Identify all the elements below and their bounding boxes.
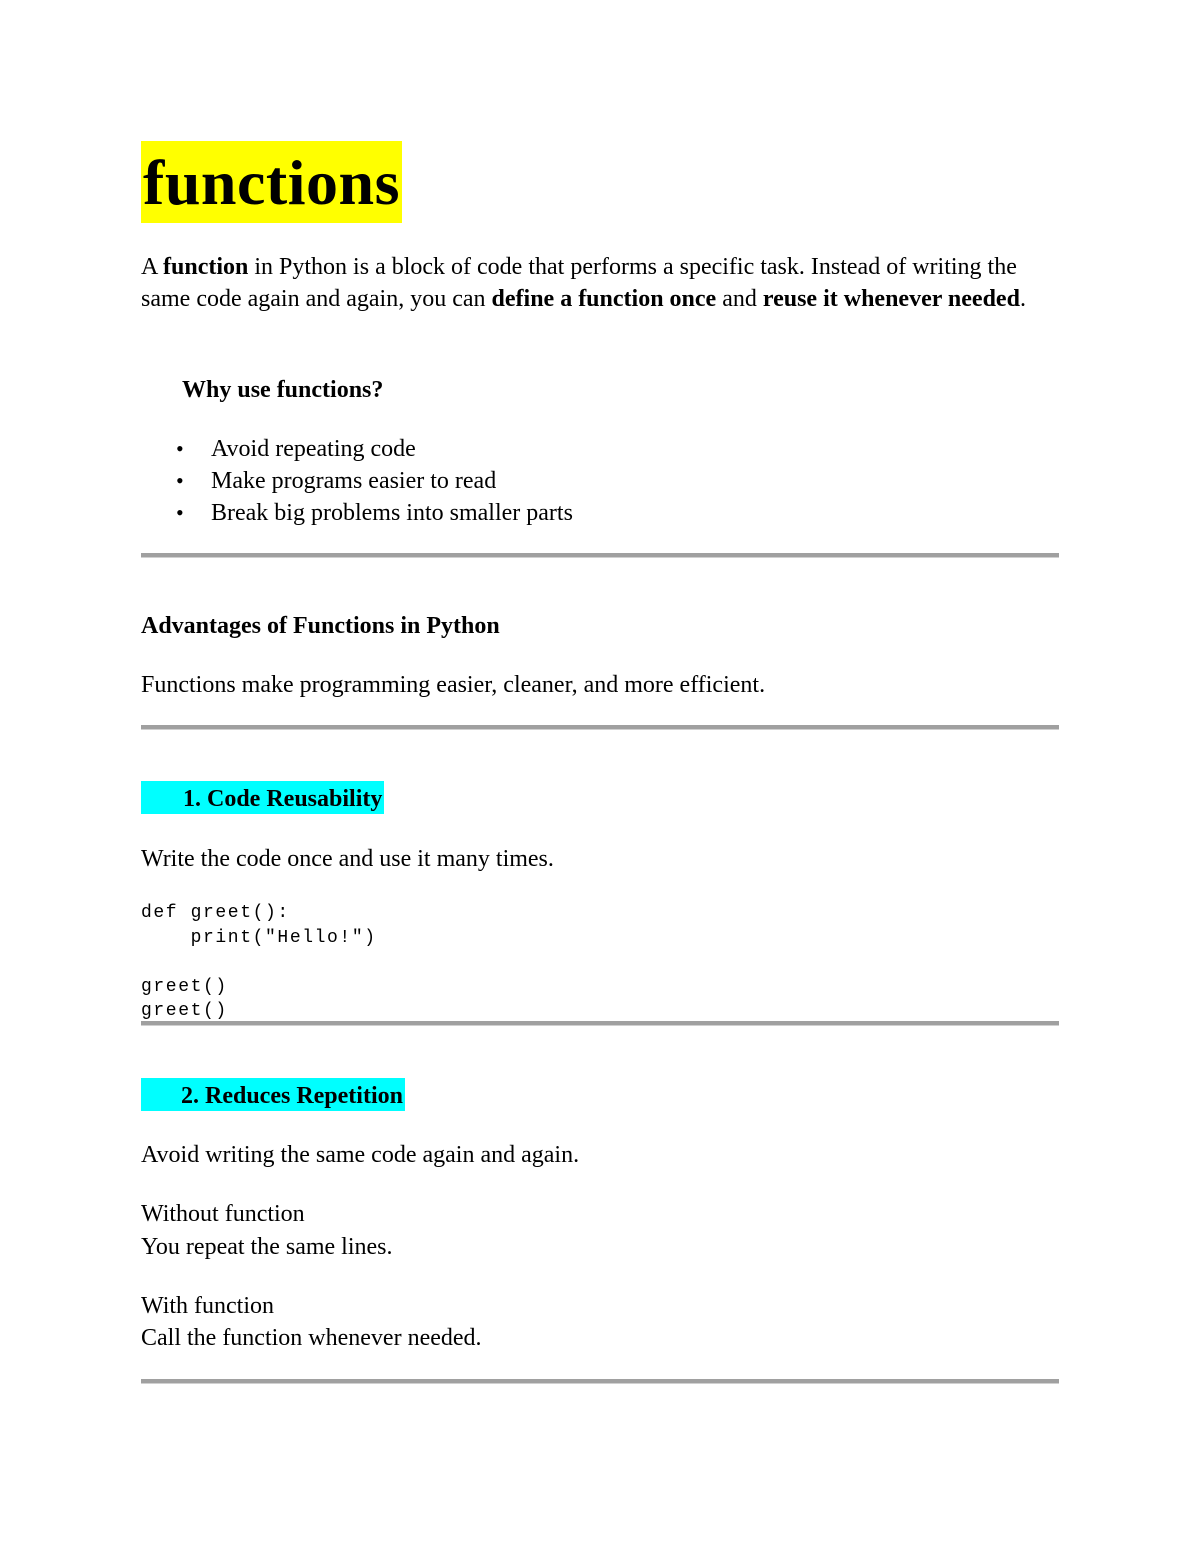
without-function-text: You repeat the same lines. — [141, 1234, 393, 1260]
why-list — [141, 433, 573, 529]
intro-text-3: and — [716, 286, 763, 312]
advantages-heading: Advantages of Functions in Python — [141, 613, 500, 639]
list-item — [141, 465, 573, 497]
intro-text-2: in Python is a block of code that performs a specific task. Instead of writing the same code again and again, you can — [141, 254, 1017, 312]
why-heading: Why use functions? — [182, 377, 384, 403]
intro-paragraph — [141, 251, 1059, 315]
section1-text: Write the code once and use it many times. — [141, 846, 554, 872]
section2-text: Avoid writing the same code again and again. — [141, 1142, 580, 1168]
intro-text-4: . — [1019, 286, 1026, 312]
bullet-icon: • — [176, 436, 184, 461]
intro-bold-define: define a function once — [491, 286, 717, 312]
without-function-label: Without function — [141, 1201, 305, 1227]
list-item — [141, 433, 573, 465]
horizontal-rule — [141, 725, 1059, 730]
code-block: def greet(): print("Hello!") greet() greet() — [141, 903, 377, 1021]
page-title: functions — [141, 141, 402, 223]
list-item — [141, 497, 573, 529]
intro-text-1: A — [141, 254, 164, 280]
with-function-text: Call the function whenever needed. — [141, 1325, 482, 1351]
advantages-text: Functions make programming easier, cleaner, and more efficient. — [141, 672, 766, 698]
section-heading-reduces-repetition: 2. Reduces Repetition — [141, 1078, 405, 1111]
horizontal-rule — [141, 553, 1059, 558]
horizontal-rule — [141, 1021, 1059, 1026]
bullet-icon: • — [176, 468, 184, 493]
horizontal-rule — [141, 1379, 1059, 1384]
intro-bold-reuse: reuse it whenever needed — [762, 286, 1020, 312]
intro-bold-function: function — [163, 254, 249, 280]
section-heading-code-reusability: 1. Code Reusability — [141, 781, 384, 814]
list-item-text: Make programs easier to read — [211, 468, 497, 494]
list-item-text: Break big problems into smaller parts — [211, 500, 573, 526]
with-function-label: With function — [141, 1293, 275, 1319]
list-item-text: Avoid repeating code — [211, 436, 416, 462]
bullet-icon: • — [176, 500, 184, 525]
